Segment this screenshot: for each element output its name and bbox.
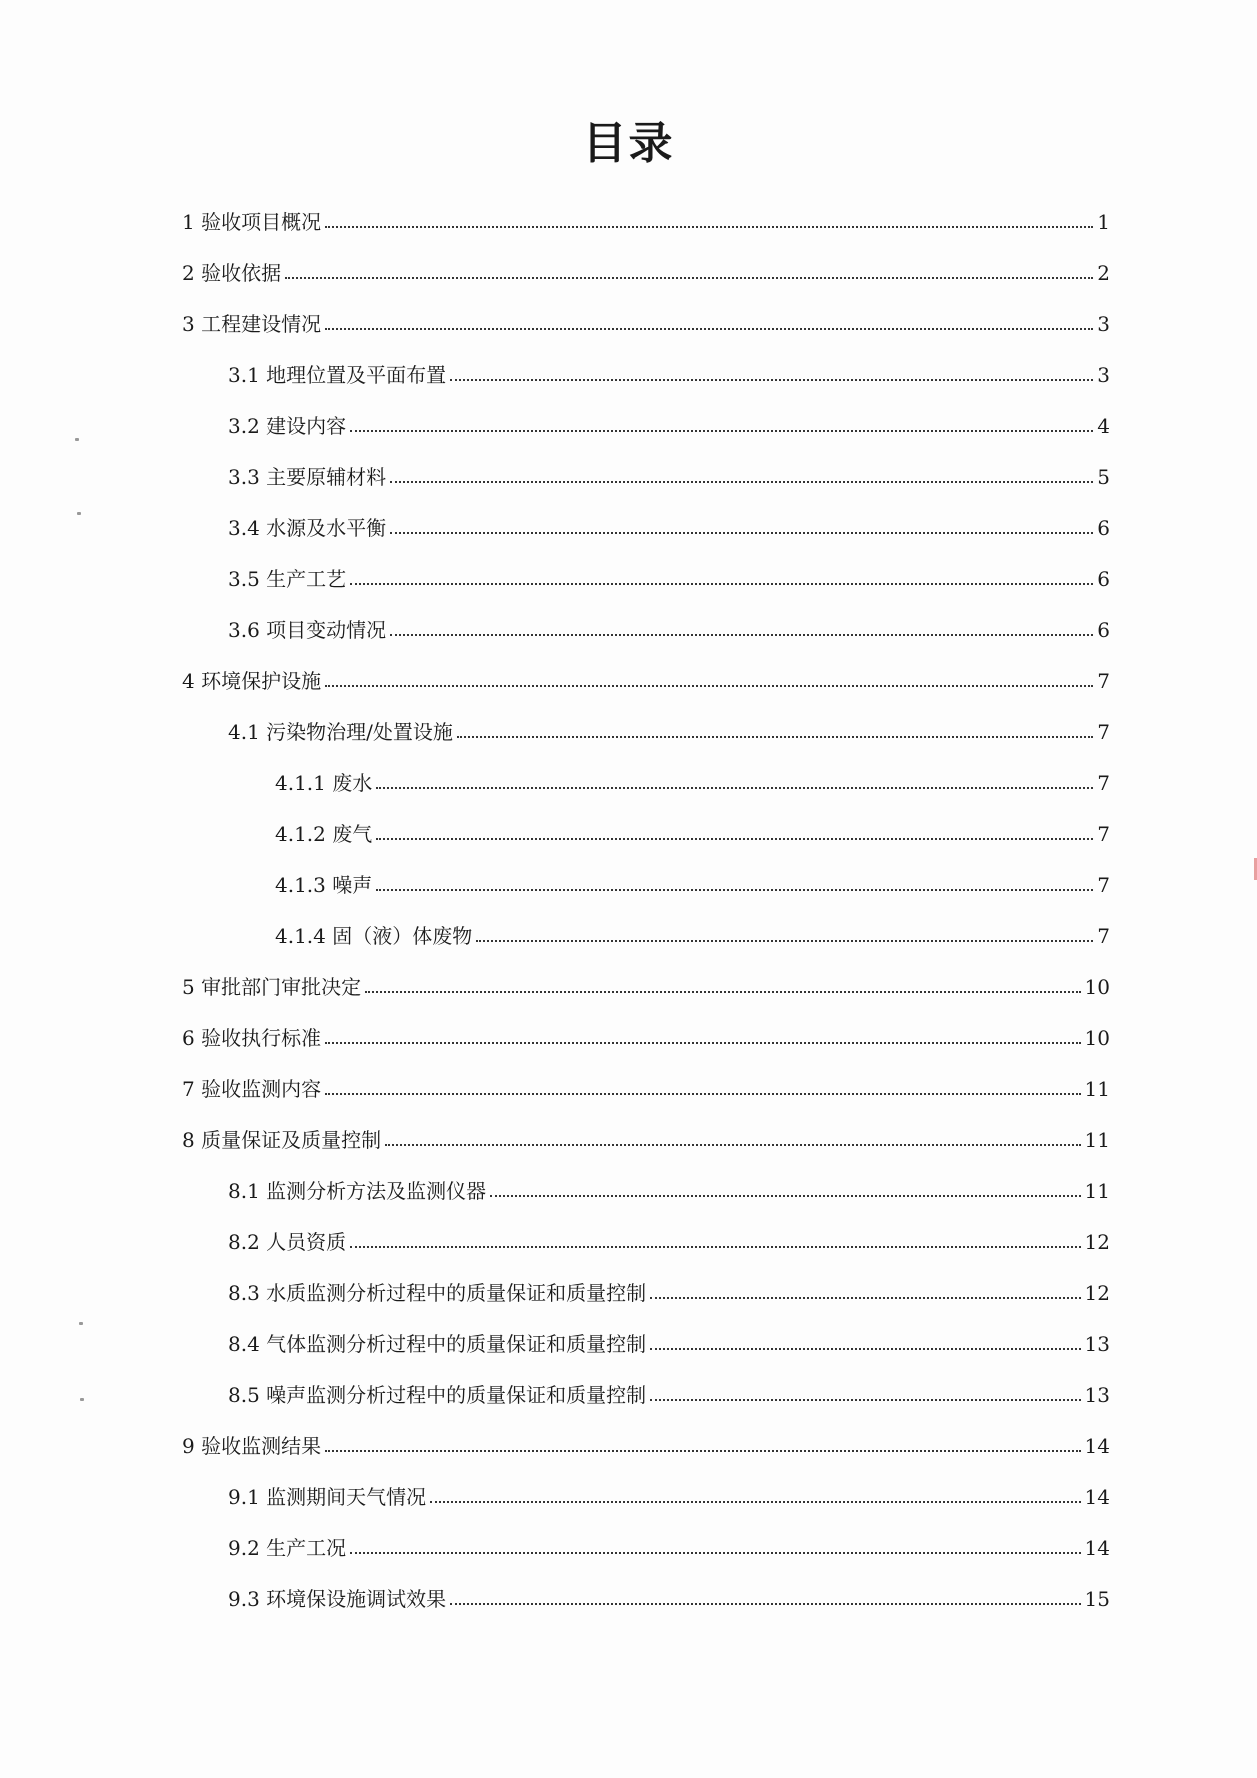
- toc-entry: [228, 353, 1110, 387]
- toc-entry-page: 7: [1097, 669, 1110, 693]
- toc-leader-dots: [450, 379, 1093, 381]
- toc-entry: [228, 1169, 1110, 1203]
- toc-entry-page: 7: [1097, 822, 1110, 846]
- toc-leader-dots: [390, 634, 1093, 636]
- toc-entry: [228, 557, 1110, 591]
- toc-entry-label: 8.1 监测分析方法及监测仪器: [228, 1179, 487, 1203]
- toc-entry-page: 10: [1084, 1026, 1110, 1050]
- toc-leader-dots: [385, 1144, 1080, 1146]
- toc-entry: [275, 761, 1110, 795]
- toc-entry-label: 3.2 建设内容: [228, 414, 347, 438]
- toc-entry-page: 5: [1097, 465, 1110, 489]
- toc-leader-dots: [325, 226, 1093, 228]
- toc-leader-dots: [476, 940, 1093, 942]
- scan-speck: [80, 1398, 84, 1401]
- toc-entry: [228, 455, 1110, 489]
- toc-entry: [228, 1322, 1110, 1356]
- toc-leader-dots: [390, 481, 1093, 483]
- toc-entry-page: 7: [1097, 720, 1110, 744]
- toc-leader-dots: [376, 838, 1093, 840]
- toc-entry-page: 6: [1097, 567, 1110, 591]
- toc-entry-page: 11: [1084, 1179, 1110, 1203]
- toc-entry-label: 8 质量保证及质量控制: [182, 1128, 382, 1152]
- toc-entry: [182, 302, 1110, 336]
- toc-entry: [228, 710, 1110, 744]
- toc-entry-page: 14: [1084, 1485, 1110, 1509]
- toc-entry-label: 4.1.4 固（液）体废物: [275, 924, 473, 948]
- toc-entry: [228, 1526, 1110, 1560]
- toc-leader-dots: [376, 889, 1093, 891]
- toc-leader-dots: [325, 1093, 1080, 1095]
- toc-entry-label: 3 工程建设情况: [182, 312, 322, 336]
- toc-leader-dots: [350, 1246, 1080, 1248]
- toc-entry: [275, 914, 1110, 948]
- toc-leader-dots: [430, 1501, 1080, 1503]
- toc-entry: [182, 659, 1110, 693]
- toc-entry-page: 13: [1084, 1383, 1110, 1407]
- toc-entry-label: 3.4 水源及水平衡: [228, 516, 387, 540]
- toc-entry: [228, 1475, 1110, 1509]
- toc-entry-label: 7 验收监测内容: [182, 1077, 322, 1101]
- toc-leader-dots: [365, 991, 1080, 993]
- toc-leader-dots: [457, 736, 1093, 738]
- toc-entry: [228, 404, 1110, 438]
- toc-entry: [275, 812, 1110, 846]
- toc-leader-dots: [350, 1552, 1080, 1554]
- toc-entry-page: 2: [1097, 261, 1110, 285]
- toc-entry-page: 14: [1084, 1434, 1110, 1458]
- toc-entry-page: 3: [1097, 363, 1110, 387]
- toc-leader-dots: [325, 1042, 1080, 1044]
- toc-entry-label: 4.1 污染物治理/处置设施: [228, 720, 453, 744]
- toc-leader-dots: [325, 685, 1093, 687]
- toc-leader-dots: [650, 1297, 1080, 1299]
- toc-entry-label: 9.3 环境保设施调试效果: [228, 1587, 447, 1611]
- toc-entry-label: 3.5 生产工艺: [228, 567, 347, 591]
- toc-leader-dots: [350, 583, 1093, 585]
- toc-entry-page: 11: [1084, 1128, 1110, 1152]
- toc-entry: [182, 1016, 1110, 1050]
- toc-leader-dots: [350, 430, 1093, 432]
- toc-leader-dots: [285, 277, 1093, 279]
- toc-entry-page: 10: [1084, 975, 1110, 999]
- toc-entry-label: 9 验收监测结果: [182, 1434, 322, 1458]
- toc-entry-page: 4: [1097, 414, 1110, 438]
- scan-speck: [79, 1322, 83, 1325]
- toc-entry: [228, 608, 1110, 642]
- toc-entry-page: 6: [1097, 618, 1110, 642]
- toc-entry-page: 7: [1097, 771, 1110, 795]
- toc-entry-label: 9.2 生产工况: [228, 1536, 347, 1560]
- toc-entry-label: 8.5 噪声监测分析过程中的质量保证和质量控制: [228, 1383, 647, 1407]
- toc-entry-page: 12: [1084, 1230, 1110, 1254]
- toc-leader-dots: [650, 1399, 1080, 1401]
- toc-leader-dots: [376, 787, 1093, 789]
- toc-entry-label: 8.4 气体监测分析过程中的质量保证和质量控制: [228, 1332, 647, 1356]
- page-title: 目录: [582, 118, 675, 169]
- toc-leader-dots: [450, 1603, 1080, 1605]
- toc-entry-label: 8.2 人员资质: [228, 1230, 347, 1254]
- toc-entry: [182, 251, 1110, 285]
- toc-leader-dots: [325, 328, 1093, 330]
- toc-entry: [182, 1067, 1110, 1101]
- toc-entry: [228, 1220, 1110, 1254]
- toc-entry-page: 13: [1084, 1332, 1110, 1356]
- toc-entry: [182, 1424, 1110, 1458]
- toc-entry-page: 14: [1084, 1536, 1110, 1560]
- toc-entry-page: 6: [1097, 516, 1110, 540]
- toc-entry-page: 11: [1084, 1077, 1110, 1101]
- toc-entry-label: 5 审批部门审批决定: [182, 975, 362, 999]
- toc-entry: [228, 506, 1110, 540]
- toc-entry-label: 3.6 项目变动情况: [228, 618, 387, 642]
- toc-entry-label: 1 验收项目概况: [182, 210, 322, 234]
- toc-entry-label: 4.1.1 废水: [275, 771, 373, 795]
- toc-entry-label: 9.1 监测期间天气情况: [228, 1485, 427, 1509]
- scan-speck: [75, 438, 79, 441]
- toc-leader-dots: [325, 1450, 1080, 1452]
- toc-entry-label: 3.1 地理位置及平面布置: [228, 363, 447, 387]
- toc-entry: [228, 1577, 1110, 1611]
- toc-entry-page: 15: [1084, 1587, 1110, 1611]
- toc-entry: [228, 1373, 1110, 1407]
- toc-entry-label: 2 验收依据: [182, 261, 282, 285]
- toc-entry: [228, 1271, 1110, 1305]
- toc-entry-label: 4.1.2 废气: [275, 822, 373, 846]
- toc-entry-page: 7: [1097, 924, 1110, 948]
- toc-entry-page: 12: [1084, 1281, 1110, 1305]
- toc-entry-label: 8.3 水质监测分析过程中的质量保证和质量控制: [228, 1281, 647, 1305]
- toc-entry: [182, 965, 1110, 999]
- toc-leader-dots: [490, 1195, 1080, 1197]
- scan-speck: [77, 512, 81, 515]
- toc-entry: [182, 200, 1110, 234]
- toc-leader-dots: [650, 1348, 1080, 1350]
- toc-entry-label: 3.3 主要原辅材料: [228, 465, 387, 489]
- toc-leader-dots: [390, 532, 1093, 534]
- toc-entry-page: 3: [1097, 312, 1110, 336]
- toc-entry-page: 7: [1097, 873, 1110, 897]
- toc-entry-label: 6 验收执行标准: [182, 1026, 322, 1050]
- toc-entry: [182, 1118, 1110, 1152]
- toc-entry: [275, 863, 1110, 897]
- toc-entry-page: 1: [1097, 210, 1110, 234]
- toc-entry-label: 4 环境保护设施: [182, 669, 322, 693]
- toc-entry-label: 4.1.3 噪声: [275, 873, 373, 897]
